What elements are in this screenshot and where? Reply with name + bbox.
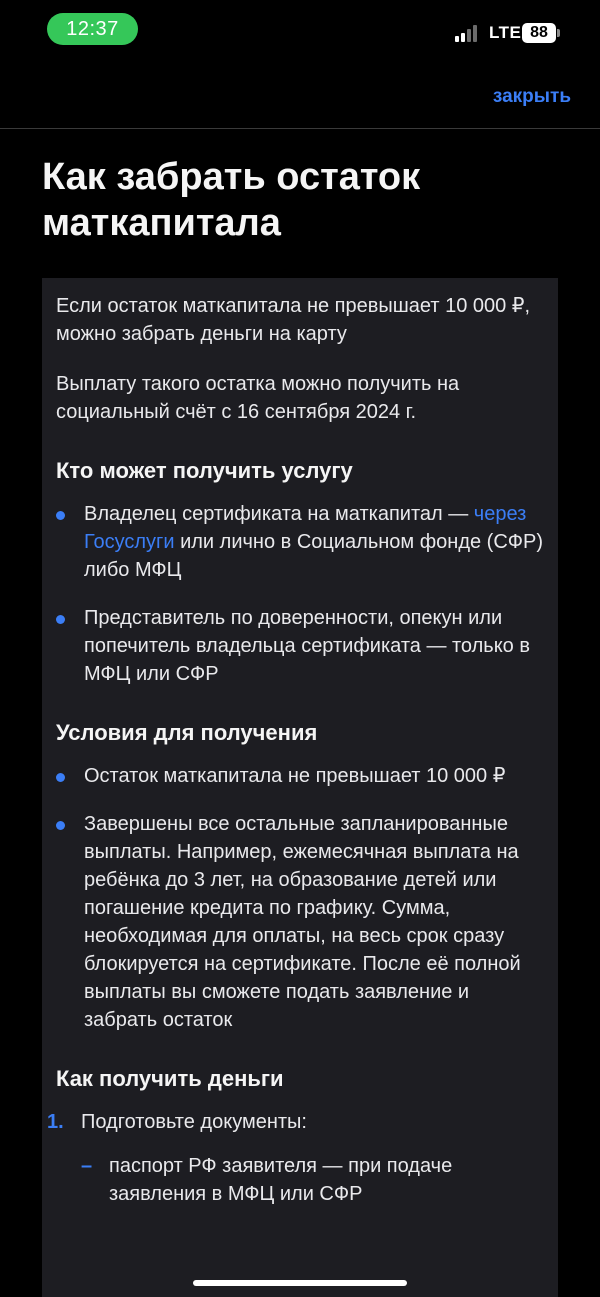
- intro-paragraph-2: Выплату такого остатка можно получить на социальный счёт с 16 сентября 2024 г.: [56, 373, 460, 423]
- status-time[interactable]: 12:37: [47, 13, 138, 45]
- status-bar: [0, 0, 600, 62]
- battery-icon: 88: [522, 23, 556, 43]
- home-indicator[interactable]: [193, 1280, 407, 1286]
- list-item-text: Остаток маткапитала не превышает 10 000 ₽: [84, 765, 506, 787]
- section-title-conditions: Условия для получения: [56, 720, 318, 745]
- list-item-text-after: или лично в Социальном фонде (СФР) либо МФЦ: [84, 531, 543, 581]
- who-can-list: [56, 500, 544, 688]
- list-item-text: Завершены все остальные запланированные выплаты. Например, ежемесячная выплата на ребёнка до 3 лет, на образование детей или погашение кредита по графику. Сумма, необходимая для оплаты, на весь срок сразу блокируется на сертификате. После её полной выплаты вы сможете подать заявление и забрать остаток: [84, 813, 521, 1031]
- list-item-text: Представитель по доверенности, опекун или попечитель владельца сертификата — только в МФЦ или СФР: [84, 607, 530, 685]
- intro-paragraph-1: Если остаток маткапитала не превышает 10 000 ₽, можно забрать деньги на карту: [56, 295, 531, 345]
- step-number: 1.: [47, 1111, 64, 1133]
- list-item: [56, 500, 544, 584]
- bullet-dot-icon: [56, 821, 65, 830]
- section-title-who-can: Кто может получить услугу: [56, 458, 353, 483]
- close-button[interactable]: закрыть: [492, 86, 571, 107]
- bullet-dot-icon: [56, 615, 65, 624]
- dash-marker: –: [81, 1155, 93, 1177]
- content-card: [42, 278, 558, 1297]
- list-item: [56, 604, 544, 688]
- battery-nub: [557, 29, 560, 37]
- network-type: LTE: [489, 23, 522, 42]
- list-item: [56, 810, 544, 1034]
- page-title: Как забрать остаток маткапитала: [42, 156, 421, 244]
- numbered-step: [47, 1108, 544, 1136]
- list-item-text-before: Владелец сертификата на маткапитал —: [84, 503, 474, 525]
- top-nav-bar: [0, 62, 600, 129]
- bullet-dot-icon: [56, 511, 65, 520]
- list-item: [56, 762, 544, 790]
- bullet-dot-icon: [56, 773, 65, 782]
- sub-list-item-text: паспорт РФ заявителя — при подаче заявления в МФЦ или СФР: [109, 1155, 453, 1205]
- gosuslugi-link[interactable]: через Госуслуги: [84, 503, 527, 553]
- section-title-how-to: Как получить деньги: [56, 1066, 284, 1091]
- conditions-list: [56, 762, 544, 1034]
- step-text: Подготовьте документы:: [81, 1111, 307, 1133]
- cellular-signal-icon: [455, 24, 483, 42]
- sub-list-item: [56, 1152, 544, 1208]
